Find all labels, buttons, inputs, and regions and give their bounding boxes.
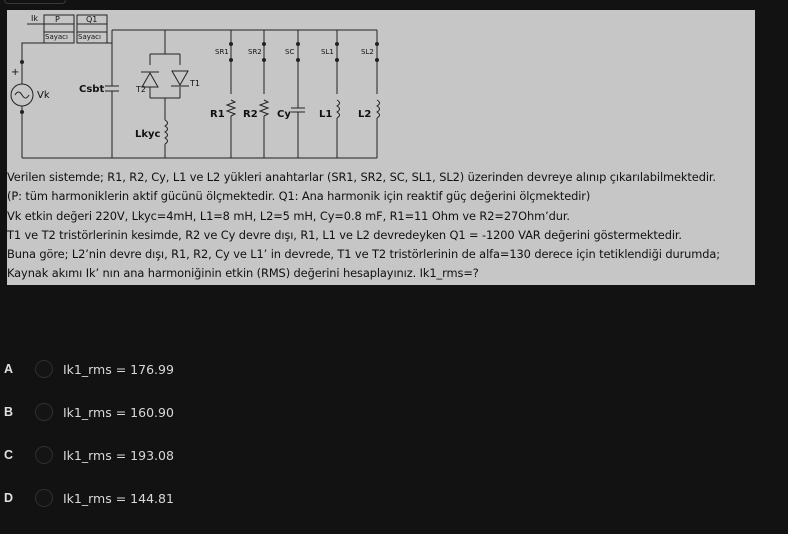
option-text: Ik1_rms = 144.81 <box>63 490 174 506</box>
p-meter-text: Sayacı <box>45 33 68 41</box>
question-line: Verilen sistemde; R1, R2, Cy, L1 ve L2 yükleri anahtarlar (SR1, SR2, SC, SL1, SL2) üzerinden devreye alınıp çıkarılabilmektedir. <box>7 170 716 184</box>
sl2-label: SL2 <box>361 48 374 56</box>
l2-label: L2 <box>358 109 372 120</box>
option-c[interactable] <box>0 439 300 471</box>
option-letter: D <box>4 491 14 505</box>
radio-button[interactable] <box>35 403 53 421</box>
sr1-label: SR1 <box>215 48 229 56</box>
option-text: Ik1_rms = 176.99 <box>63 361 174 377</box>
p-label: P <box>55 15 60 24</box>
plus-label: + <box>11 67 20 78</box>
radio-button[interactable] <box>35 489 53 507</box>
question-line: Vk etkin değeri 220V, Lkyc=4mH, L1=8 mH, L2=5 mH, Cy=0.8 mF, R1=11 Ohm ve R2=27Ohm’dur. <box>7 208 570 223</box>
circuit-diagram <box>7 10 397 170</box>
t1-label: T1 <box>190 79 200 88</box>
top-strip <box>0 0 788 10</box>
radio-button[interactable] <box>35 360 53 378</box>
question-image <box>7 10 755 285</box>
sc-label: SC <box>285 48 295 56</box>
option-letter: A <box>4 362 14 376</box>
option-letter: C <box>4 448 14 462</box>
q1-label: Q1 <box>86 15 98 24</box>
vk-label: Vk <box>37 90 50 101</box>
r1-label: R1 <box>210 109 225 120</box>
option-d[interactable] <box>0 482 300 514</box>
option-b[interactable] <box>0 396 300 428</box>
option-letter: B <box>4 405 14 419</box>
r2-label: R2 <box>243 109 258 120</box>
question-line: T1 ve T2 tristörlerinin kesimde, R2 ve Cy devre dışı, R1, L1 ve L2 devredeyken Q1 = -1200 VAR değerini göstermektedir. <box>7 227 682 242</box>
option-text: Ik1_rms = 160.90 <box>63 404 174 420</box>
cy-label: Cy <box>277 109 291 120</box>
ik-label: Ik <box>31 14 38 23</box>
question-line: (P: tüm harmoniklerin aktif gücünü ölçmektedir. Q1: Ana harmonik için reaktif güç değerini ölçmektedir) <box>7 189 591 204</box>
option-text: Ik1_rms = 193.08 <box>63 447 174 463</box>
top-tab <box>4 0 66 4</box>
csbt-label: Csbt <box>79 84 105 95</box>
l1-label: L1 <box>319 109 333 120</box>
radio-button[interactable] <box>35 446 53 464</box>
q1-meter-text: Sayacı <box>78 33 101 41</box>
sl1-label: SL1 <box>321 48 334 56</box>
option-a[interactable] <box>0 353 300 385</box>
question-text <box>7 168 755 284</box>
question-line: Buna göre; L2’nin devre dışı, R1, R2, Cy ve L1’ in devrede, T1 ve T2 tristörlerinin de alfa=130 derece için tetiklendiği durumda; <box>7 247 721 262</box>
lkyc-label: Lkyc <box>135 129 161 140</box>
question-line: Kaynak akımı Ik’ nın ana harmoniğinin etkin (RMS) değerini hesaplayınız. Ik1_rms=? <box>7 266 479 281</box>
t2-label: T2 <box>136 85 146 94</box>
sr2-label: SR2 <box>248 48 262 56</box>
